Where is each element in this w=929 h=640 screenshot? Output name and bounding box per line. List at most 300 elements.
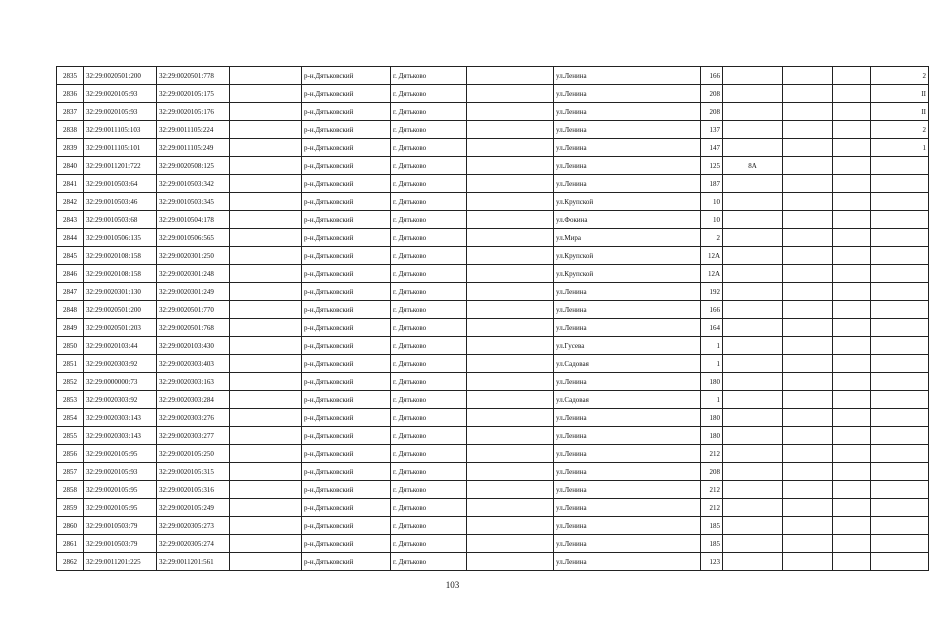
district-cell: р-н.Дятьковский <box>302 319 391 337</box>
empty-cell <box>230 391 302 409</box>
house-number-cell: 208 <box>701 103 723 121</box>
street-cell: ул.Ленина <box>554 283 701 301</box>
city-cell: г. Дятьково <box>391 229 467 247</box>
empty-cell <box>230 139 302 157</box>
house-number-cell: 212 <box>701 499 723 517</box>
table-row <box>57 121 929 139</box>
house-letter-cell <box>723 337 783 355</box>
district-cell: р-н.Дятьковский <box>302 283 391 301</box>
house-number-cell: 166 <box>701 301 723 319</box>
empty-cell <box>783 193 833 211</box>
district-cell: р-н.Дятьковский <box>302 391 391 409</box>
street-cell: ул.Ленина <box>554 301 701 319</box>
empty-cell <box>833 283 871 301</box>
street-cell: ул.Ленина <box>554 517 701 535</box>
house-number-cell: 10 <box>701 211 723 229</box>
empty-cell <box>833 535 871 553</box>
house-letter-cell <box>723 85 783 103</box>
empty-cell <box>833 427 871 445</box>
table-row <box>57 211 929 229</box>
building-number-cell <box>871 175 929 193</box>
row-number: 2836 <box>57 85 84 103</box>
row-number: 2862 <box>57 553 84 571</box>
row-number: 2844 <box>57 229 84 247</box>
empty-cell <box>833 103 871 121</box>
cadastral-number-parcel: 32:29:0020301:130 <box>84 283 157 301</box>
empty-cell <box>783 481 833 499</box>
house-letter-cell <box>723 283 783 301</box>
empty-cell <box>467 247 554 265</box>
city-cell: г. Дятьково <box>391 319 467 337</box>
row-number: 2839 <box>57 139 84 157</box>
cadastral-number-object: 32:29:0020508:125 <box>157 157 230 175</box>
empty-cell <box>783 175 833 193</box>
building-number-cell <box>871 373 929 391</box>
empty-cell <box>833 445 871 463</box>
district-cell: р-н.Дятьковский <box>302 67 391 85</box>
city-cell: г. Дятьково <box>391 67 467 85</box>
district-cell: р-н.Дятьковский <box>302 535 391 553</box>
district-cell: р-н.Дятьковский <box>302 481 391 499</box>
district-cell: р-н.Дятьковский <box>302 445 391 463</box>
empty-cell <box>467 157 554 175</box>
empty-cell <box>783 121 833 139</box>
district-cell: р-н.Дятьковский <box>302 517 391 535</box>
empty-cell <box>230 355 302 373</box>
empty-cell <box>833 265 871 283</box>
empty-cell <box>833 409 871 427</box>
cadastral-number-object: 32:29:0020105:315 <box>157 463 230 481</box>
empty-cell <box>467 337 554 355</box>
table-row <box>57 427 929 445</box>
street-cell: ул.Ленина <box>554 427 701 445</box>
house-number-cell: 185 <box>701 535 723 553</box>
street-cell: ул.Ленина <box>554 175 701 193</box>
city-cell: г. Дятьково <box>391 481 467 499</box>
house-number-cell: 10 <box>701 193 723 211</box>
cadastral-number-object: 32:29:0020301:248 <box>157 265 230 283</box>
empty-cell <box>467 85 554 103</box>
house-number-cell: 12А <box>701 265 723 283</box>
cadastral-number-object: 32:29:0020303:403 <box>157 355 230 373</box>
city-cell: г. Дятьково <box>391 265 467 283</box>
empty-cell <box>783 463 833 481</box>
empty-cell <box>783 301 833 319</box>
street-cell: ул.Садовая <box>554 355 701 373</box>
empty-cell <box>833 139 871 157</box>
city-cell: г. Дятьково <box>391 517 467 535</box>
empty-cell <box>467 535 554 553</box>
cadastral-number-parcel: 32:29:0020108:158 <box>84 247 157 265</box>
row-number: 2852 <box>57 373 84 391</box>
cadastral-number-object: 32:29:0011105:224 <box>157 121 230 139</box>
empty-cell <box>230 103 302 121</box>
cadastral-number-parcel: 32:29:0011105:103 <box>84 121 157 139</box>
district-cell: р-н.Дятьковский <box>302 409 391 427</box>
house-letter-cell <box>723 67 783 85</box>
table-row <box>57 229 929 247</box>
house-letter-cell <box>723 463 783 481</box>
building-number-cell <box>871 553 929 571</box>
empty-cell <box>833 301 871 319</box>
district-cell: р-н.Дятьковский <box>302 139 391 157</box>
house-letter-cell <box>723 229 783 247</box>
house-letter-cell <box>723 427 783 445</box>
cadastral-number-object: 32:29:0020501:770 <box>157 301 230 319</box>
row-number: 2856 <box>57 445 84 463</box>
street-cell: ул.Ленина <box>554 463 701 481</box>
street-cell: ул.Ленина <box>554 103 701 121</box>
table-row <box>57 301 929 319</box>
empty-cell <box>467 427 554 445</box>
district-cell: р-н.Дятьковский <box>302 463 391 481</box>
row-number: 2837 <box>57 103 84 121</box>
table-row <box>57 85 929 103</box>
empty-cell <box>783 103 833 121</box>
cadastral-number-object: 32:29:0020105:249 <box>157 499 230 517</box>
cadastral-number-parcel: 32:29:0000000:73 <box>84 373 157 391</box>
empty-cell <box>783 553 833 571</box>
cadastral-number-parcel: 32:29:0011105:101 <box>84 139 157 157</box>
building-number-cell <box>871 481 929 499</box>
district-cell: р-н.Дятьковский <box>302 211 391 229</box>
empty-cell <box>467 481 554 499</box>
empty-cell <box>783 85 833 103</box>
house-letter-cell <box>723 193 783 211</box>
empty-cell <box>467 355 554 373</box>
table-row <box>57 139 929 157</box>
empty-cell <box>833 337 871 355</box>
cadastral-number-object: 32:29:0020105:175 <box>157 85 230 103</box>
city-cell: г. Дятьково <box>391 301 467 319</box>
house-letter-cell <box>723 247 783 265</box>
row-number: 2843 <box>57 211 84 229</box>
empty-cell <box>833 481 871 499</box>
empty-cell <box>230 157 302 175</box>
empty-cell <box>230 67 302 85</box>
table-row <box>57 175 929 193</box>
house-letter-cell <box>723 103 783 121</box>
cadastral-number-object: 32:29:0011105:249 <box>157 139 230 157</box>
cadastral-number-object: 32:29:0010504:178 <box>157 211 230 229</box>
cadastral-number-parcel: 32:29:0020303:143 <box>84 409 157 427</box>
empty-cell <box>783 319 833 337</box>
house-letter-cell: 8А <box>723 157 783 175</box>
house-number-cell: 180 <box>701 409 723 427</box>
empty-cell <box>783 247 833 265</box>
empty-cell <box>230 301 302 319</box>
empty-cell <box>230 517 302 535</box>
cadastral-number-object: 32:29:0010503:345 <box>157 193 230 211</box>
cadastral-number-object: 32:29:0020501:778 <box>157 67 230 85</box>
table-row <box>57 283 929 301</box>
row-number: 2848 <box>57 301 84 319</box>
house-letter-cell <box>723 121 783 139</box>
house-number-cell: 1 <box>701 391 723 409</box>
house-number-cell: 2 <box>701 229 723 247</box>
cadastral-number-object: 32:29:0020103:430 <box>157 337 230 355</box>
empty-cell <box>467 553 554 571</box>
building-number-cell <box>871 211 929 229</box>
row-number: 2854 <box>57 409 84 427</box>
empty-cell <box>467 193 554 211</box>
empty-cell <box>833 85 871 103</box>
house-letter-cell <box>723 517 783 535</box>
building-number-cell: II <box>871 103 929 121</box>
empty-cell <box>783 157 833 175</box>
city-cell: г. Дятьково <box>391 103 467 121</box>
page-number: 103 <box>445 580 460 590</box>
house-letter-cell <box>723 265 783 283</box>
house-letter-cell <box>723 301 783 319</box>
cadastral-number-parcel: 32:29:0020105:95 <box>84 445 157 463</box>
district-cell: р-н.Дятьковский <box>302 337 391 355</box>
table-row <box>57 373 929 391</box>
house-number-cell: 164 <box>701 319 723 337</box>
building-number-cell <box>871 427 929 445</box>
empty-cell <box>230 535 302 553</box>
house-letter-cell <box>723 409 783 427</box>
empty-cell <box>833 355 871 373</box>
empty-cell <box>467 121 554 139</box>
district-cell: р-н.Дятьковский <box>302 175 391 193</box>
house-number-cell: 212 <box>701 445 723 463</box>
table-row <box>57 103 929 121</box>
row-number: 2835 <box>57 67 84 85</box>
row-number: 2840 <box>57 157 84 175</box>
cadastral-number-parcel: 32:29:0020105:93 <box>84 85 157 103</box>
cadastral-number-parcel: 32:29:0010503:79 <box>84 535 157 553</box>
empty-cell <box>467 373 554 391</box>
cadastral-number-object: 32:29:0020303:284 <box>157 391 230 409</box>
table-row <box>57 499 929 517</box>
row-number: 2842 <box>57 193 84 211</box>
building-number-cell <box>871 247 929 265</box>
empty-cell <box>783 211 833 229</box>
empty-cell <box>467 175 554 193</box>
street-cell: ул.Ленина <box>554 445 701 463</box>
empty-cell <box>230 85 302 103</box>
building-number-cell <box>871 499 929 517</box>
house-letter-cell <box>723 445 783 463</box>
cadastral-number-parcel: 32:29:0011201:225 <box>84 553 157 571</box>
empty-cell <box>833 211 871 229</box>
street-cell: ул.Мира <box>554 229 701 247</box>
street-cell: ул.Ленина <box>554 319 701 337</box>
empty-cell <box>783 229 833 247</box>
district-cell: р-н.Дятьковский <box>302 553 391 571</box>
empty-cell <box>230 481 302 499</box>
empty-cell <box>783 499 833 517</box>
empty-cell <box>833 463 871 481</box>
table-row <box>57 445 929 463</box>
building-number-cell <box>871 157 929 175</box>
city-cell: г. Дятьково <box>391 373 467 391</box>
cadastral-number-parcel: 32:29:0020108:158 <box>84 265 157 283</box>
cadastral-number-object: 32:29:0020105:250 <box>157 445 230 463</box>
building-number-cell <box>871 229 929 247</box>
building-number-cell <box>871 193 929 211</box>
building-number-cell <box>871 265 929 283</box>
district-cell: р-н.Дятьковский <box>302 229 391 247</box>
row-number: 2847 <box>57 283 84 301</box>
district-cell: р-н.Дятьковский <box>302 157 391 175</box>
street-cell: ул.Садовая <box>554 391 701 409</box>
city-cell: г. Дятьково <box>391 175 467 193</box>
street-cell: ул.Фокина <box>554 211 701 229</box>
street-cell: ул.Ленина <box>554 553 701 571</box>
registry-table <box>56 66 929 571</box>
empty-cell <box>230 211 302 229</box>
street-cell: ул.Ленина <box>554 499 701 517</box>
district-cell: р-н.Дятьковский <box>302 103 391 121</box>
empty-cell <box>833 553 871 571</box>
row-number: 2846 <box>57 265 84 283</box>
empty-cell <box>833 391 871 409</box>
house-letter-cell <box>723 373 783 391</box>
building-number-cell <box>871 445 929 463</box>
empty-cell <box>783 283 833 301</box>
house-number-cell: 180 <box>701 427 723 445</box>
city-cell: г. Дятьково <box>391 445 467 463</box>
building-number-cell <box>871 355 929 373</box>
row-number: 2860 <box>57 517 84 535</box>
cadastral-number-object: 32:29:0020303:276 <box>157 409 230 427</box>
house-letter-cell <box>723 139 783 157</box>
empty-cell <box>833 121 871 139</box>
district-cell: р-н.Дятьковский <box>302 85 391 103</box>
house-letter-cell <box>723 319 783 337</box>
table-row <box>57 535 929 553</box>
empty-cell <box>230 193 302 211</box>
house-number-cell: 1 <box>701 355 723 373</box>
empty-cell <box>833 175 871 193</box>
city-cell: г. Дятьково <box>391 283 467 301</box>
house-number-cell: 192 <box>701 283 723 301</box>
empty-cell <box>833 499 871 517</box>
city-cell: г. Дятьково <box>391 409 467 427</box>
empty-cell <box>467 517 554 535</box>
street-cell: ул.Крупской <box>554 247 701 265</box>
empty-cell <box>230 409 302 427</box>
cadastral-number-parcel: 32:29:0020303:143 <box>84 427 157 445</box>
row-number: 2838 <box>57 121 84 139</box>
table-row <box>57 391 929 409</box>
row-number: 2859 <box>57 499 84 517</box>
row-number: 2850 <box>57 337 84 355</box>
city-cell: г. Дятьково <box>391 391 467 409</box>
house-number-cell: 166 <box>701 67 723 85</box>
street-cell: ул.Ленина <box>554 139 701 157</box>
building-number-cell <box>871 391 929 409</box>
cadastral-number-object: 32:29:0020303:163 <box>157 373 230 391</box>
table-row <box>57 481 929 499</box>
empty-cell <box>833 193 871 211</box>
cadastral-number-parcel: 32:29:0020303:92 <box>84 391 157 409</box>
empty-cell <box>833 373 871 391</box>
cadastral-number-object: 32:29:0020301:249 <box>157 283 230 301</box>
house-letter-cell <box>723 499 783 517</box>
table-row <box>57 265 929 283</box>
empty-cell <box>783 517 833 535</box>
empty-cell <box>467 301 554 319</box>
empty-cell <box>230 553 302 571</box>
table-row <box>57 67 929 85</box>
district-cell: р-н.Дятьковский <box>302 193 391 211</box>
house-letter-cell <box>723 175 783 193</box>
empty-cell <box>783 535 833 553</box>
empty-cell <box>230 265 302 283</box>
empty-cell <box>230 445 302 463</box>
cadastral-number-object: 32:29:0020105:316 <box>157 481 230 499</box>
city-cell: г. Дятьково <box>391 157 467 175</box>
row-number: 2858 <box>57 481 84 499</box>
street-cell: ул.Гусева <box>554 337 701 355</box>
house-letter-cell <box>723 391 783 409</box>
cadastral-number-object: 32:29:0020105:176 <box>157 103 230 121</box>
building-number-cell <box>871 301 929 319</box>
empty-cell <box>833 517 871 535</box>
row-number: 2841 <box>57 175 84 193</box>
building-number-cell <box>871 283 929 301</box>
district-cell: р-н.Дятьковский <box>302 373 391 391</box>
empty-cell <box>467 409 554 427</box>
district-cell: р-н.Дятьковский <box>302 265 391 283</box>
building-number-cell: 2 <box>871 67 929 85</box>
district-cell: р-н.Дятьковский <box>302 301 391 319</box>
city-cell: г. Дятьково <box>391 337 467 355</box>
building-number-cell <box>871 409 929 427</box>
house-number-cell: 185 <box>701 517 723 535</box>
house-number-cell: 208 <box>701 463 723 481</box>
house-number-cell: 125 <box>701 157 723 175</box>
cadastral-number-object: 32:29:0020305:273 <box>157 517 230 535</box>
table-row <box>57 157 929 175</box>
building-number-cell <box>871 337 929 355</box>
cadastral-number-parcel: 32:29:0020501:200 <box>84 301 157 319</box>
empty-cell <box>467 103 554 121</box>
empty-cell <box>833 229 871 247</box>
district-cell: р-н.Дятьковский <box>302 499 391 517</box>
street-cell: ул.Ленина <box>554 121 701 139</box>
row-number: 2857 <box>57 463 84 481</box>
empty-cell <box>230 499 302 517</box>
empty-cell <box>230 373 302 391</box>
house-number-cell: 212 <box>701 481 723 499</box>
row-number: 2853 <box>57 391 84 409</box>
row-number: 2845 <box>57 247 84 265</box>
cadastral-number-parcel: 32:29:0010503:79 <box>84 517 157 535</box>
cadastral-number-object: 32:29:0020305:274 <box>157 535 230 553</box>
city-cell: г. Дятьково <box>391 193 467 211</box>
house-letter-cell <box>723 211 783 229</box>
empty-cell <box>833 67 871 85</box>
district-cell: р-н.Дятьковский <box>302 247 391 265</box>
empty-cell <box>467 445 554 463</box>
row-number: 2855 <box>57 427 84 445</box>
empty-cell <box>230 283 302 301</box>
empty-cell <box>783 67 833 85</box>
empty-cell <box>833 157 871 175</box>
cadastral-number-object: 32:29:0010503:342 <box>157 175 230 193</box>
empty-cell <box>467 211 554 229</box>
house-number-cell: 137 <box>701 121 723 139</box>
empty-cell <box>467 265 554 283</box>
empty-cell <box>783 373 833 391</box>
city-cell: г. Дятьково <box>391 427 467 445</box>
building-number-cell <box>871 535 929 553</box>
house-number-cell: 123 <box>701 553 723 571</box>
